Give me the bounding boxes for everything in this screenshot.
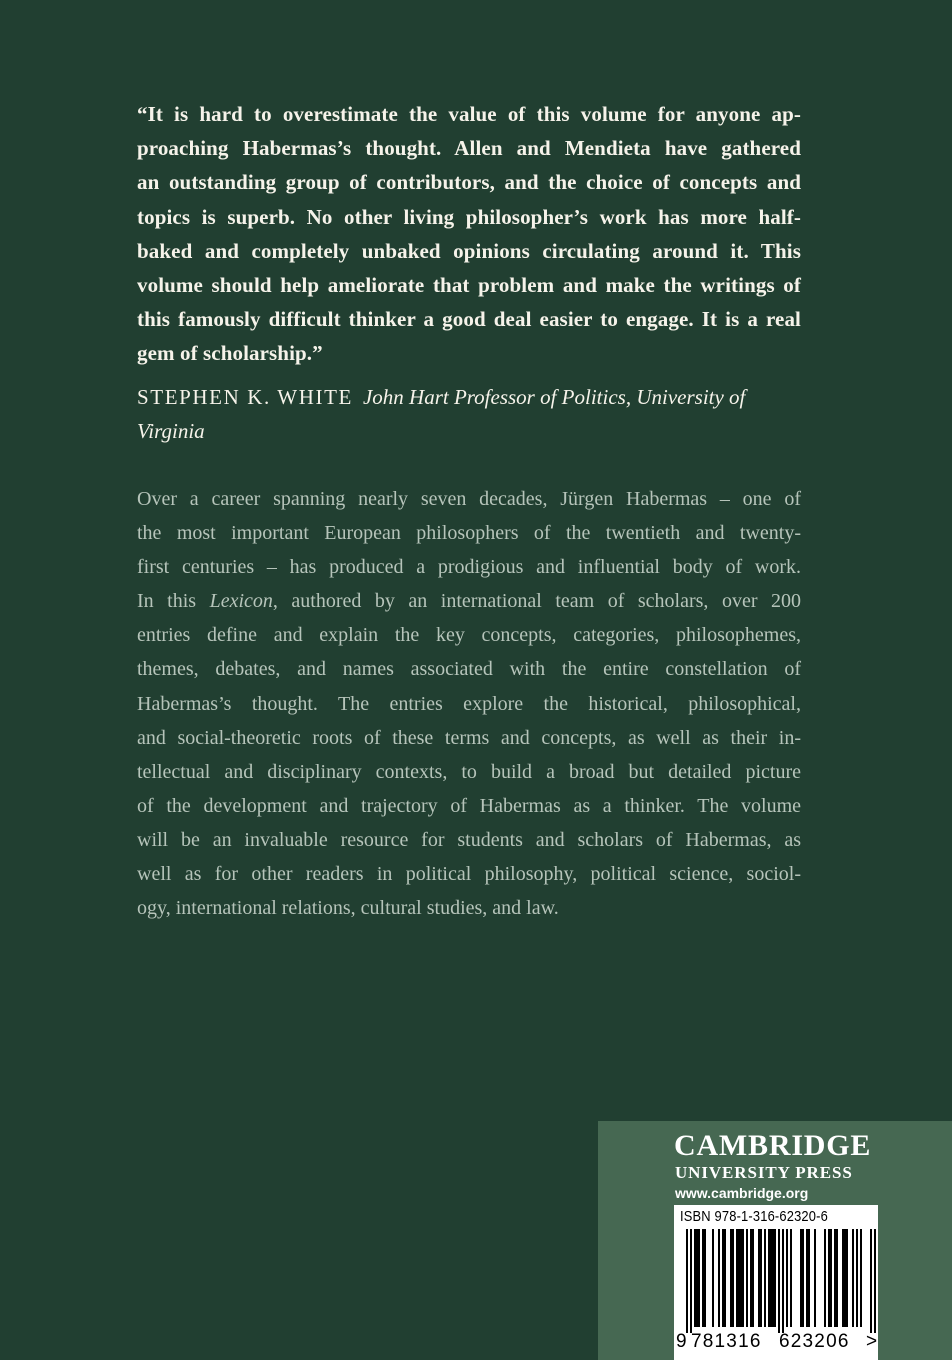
barcode-group-left: 781316 [691,1331,762,1352]
description-line: Over a career spanning nearly seven decades, Jürgen Habermas – one of [137,488,801,510]
description-line: and social-theoretic roots of these terms and concepts, as well as their in- [137,726,801,749]
description-line: the most important European philosophers of the twentieth and twenty- [137,522,801,545]
barcode-bar [836,1229,838,1327]
description-line: ogy, international relations, cultural studies, and law. [137,897,559,920]
barcode-bar [738,1229,740,1327]
description-line: first centuries – has produced a prodigious and influential body of work. [137,556,801,579]
description-line: well as for other readers in political philosophy, political science, sociol- [137,863,801,886]
barcode-bar [870,1229,872,1333]
quote-line: topics is superb. No other living philosopher’s work has more half- [137,204,801,229]
barcode-bar [802,1229,804,1327]
barcode-bar [724,1229,726,1327]
barcode-bar [764,1229,766,1327]
barcode-bar [696,1229,698,1327]
barcode-bar [790,1229,792,1327]
barcode-bar [778,1229,780,1333]
barcode-arrow: > [866,1331,878,1352]
reviewer-role: John Hart Professor of Politics, University of Virginia [137,385,746,443]
publisher-subname: UNIVERSITY PRESS [675,1163,853,1182]
barcode-bar [782,1229,784,1333]
description-line: of the development and trajectory of Habermas as a thinker. The volume [137,794,801,817]
barcode-bar [800,1229,802,1327]
quote-line: this famously difficult thinker a good deal easier to engage. It is a real [137,307,801,332]
barcode-bar [686,1229,688,1333]
barcode-bar [828,1229,830,1327]
barcode-bar [746,1229,748,1327]
barcode-bar [730,1229,732,1327]
publisher-panel [598,1121,952,1360]
barcode-bar [702,1229,704,1327]
description-line: entries define and explain the key concepts, categories, philosophemes, [137,624,801,647]
description-text: In this [137,590,210,613]
description-text: , authored by an international team of scholars, over 200 [272,590,801,613]
publisher-name: CAMBRIDGE [674,1129,872,1162]
barcode-bar [806,1229,808,1327]
barcode-bar [834,1229,836,1327]
barcode-bar [786,1229,788,1327]
barcode-bar [742,1229,744,1327]
barcode-bar [844,1229,846,1327]
description-line: Habermas’s thought. The entries explore the historical, philosophical, [137,692,801,715]
quote-line: an outstanding group of contributors, and the choice of concepts and [137,170,801,195]
description-line: themes, debates, and names associated with the entire constellation of [137,658,801,681]
barcode-bar [732,1229,734,1327]
quote-line: volume should help ameliorate that problem and make the writings of [137,273,801,298]
barcode-bar [736,1229,738,1327]
barcode-bar [722,1229,724,1327]
quote-line: proaching Habermas’s thought. Allen and Mendieta have gathered [137,136,801,161]
quote-attribution [137,380,801,448]
barcode-bar [842,1229,844,1327]
description-line: tellectual and disciplinary contexts, to build a broad but detailed picture [137,760,801,783]
barcode-panel [674,1205,878,1360]
isbn-label: ISBN 978-1-316-62320-6 [680,1208,828,1225]
barcode-bar [760,1229,762,1327]
barcode-bar [758,1229,760,1327]
quote-line: “It is hard to overestimate the value of this volume for anyone ap- [137,102,801,126]
barcode-bar [740,1229,742,1327]
barcode-bar [772,1229,774,1327]
reviewer-name: STEPHEN K. WHITE [137,385,353,409]
barcode-bar [690,1229,692,1333]
barcode-bar [824,1229,826,1327]
barcode-bar [874,1229,876,1333]
barcode-bar [814,1229,816,1327]
quote-line: baked and completely unbaked opinions circulating around it. This [137,238,801,263]
quote-line: gem of scholarship.” [137,341,323,366]
barcode-bar [768,1229,770,1327]
book-title-italic: Lexicon [209,590,273,613]
barcode-bar [852,1229,854,1327]
barcode-bar [774,1229,776,1327]
barcode-bar [846,1229,848,1327]
description-line [137,584,801,618]
description-line: will be an invaluable resource for students and scholars of Habermas, as [137,828,801,851]
barcode-bar [830,1229,832,1327]
barcode-bar [704,1229,706,1327]
barcode-icon [674,1229,878,1333]
barcode-bar [718,1229,720,1327]
barcode-bar [750,1229,752,1327]
barcode-bar [860,1229,862,1327]
barcode-bar [808,1229,810,1327]
publisher-website: www.cambridge.org [675,1185,809,1201]
barcode-bar [752,1229,754,1327]
barcode-group-right: 623206 [779,1331,850,1352]
barcode-bar [694,1229,696,1327]
barcode-bar [770,1229,772,1327]
book-description [137,482,801,925]
barcode-first-digit: 9 [676,1331,687,1352]
review-quote [137,97,801,371]
barcode-bar [856,1229,858,1327]
barcode-bar [712,1229,714,1327]
barcode-bar [698,1229,700,1327]
